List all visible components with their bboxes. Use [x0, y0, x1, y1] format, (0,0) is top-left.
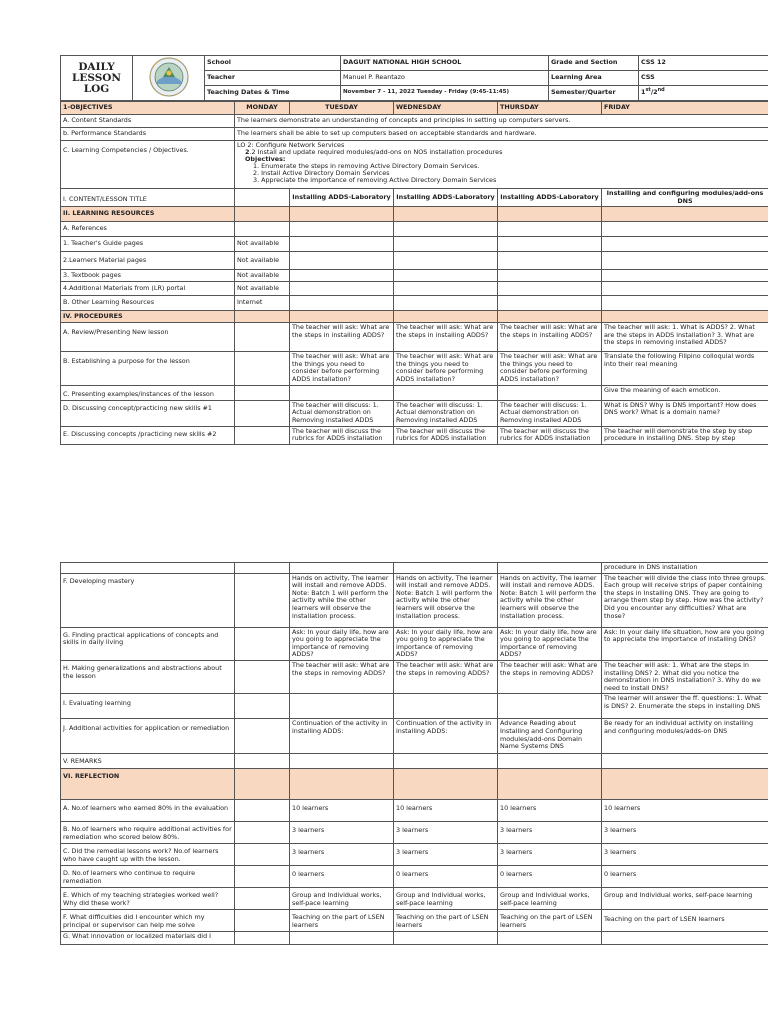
procedure-h-fri: The teacher will ask: 1. What are the steps in installing DNS? 2. What did you notice the demonstration in DNS installation? 3. Why do we need to install DNS? — [602, 660, 768, 693]
procedure-b-wed: The teacher will ask: What are the things you need to consider before performing ADDS installation? — [394, 352, 498, 386]
procedure-f-thu: Hands on activity, The learner will install and remove ADDS. Note: Batch 1 will perform the activity while the other learners will observe the installation process. — [498, 573, 602, 627]
references-label: A. References — [61, 222, 235, 237]
reflection-row-wed: 10 learners — [394, 800, 498, 822]
content-standards-label: A. Content Standards — [61, 115, 235, 128]
area-value: CSS — [639, 71, 768, 86]
semester-value: 1st/2nd — [639, 86, 768, 101]
reflection-heading: VI. REFLECTION — [61, 769, 235, 800]
reflection-row-fri: 0 learners — [602, 866, 768, 888]
reflection-row-thu — [498, 932, 602, 945]
teacher-value: Manuel P. Reantazo — [341, 71, 549, 86]
procedure-f-wed: Hands on activity, The learner will install and remove ADDS. Note: Batch 1 will perform the activity while the other learners will observe the installation process. — [394, 573, 498, 627]
procedure-d-label: D. Discussing concept/practicing new skills #1 — [61, 400, 235, 426]
procedure-j-label: J. Additional activities for application or remediation — [61, 719, 235, 754]
reflection-row-label: E. Which of my teaching strategies worked well? Why did these work? — [61, 888, 235, 910]
resource-row-label: 2.Learners Material pages — [61, 252, 235, 270]
procedure-e-thu: The teacher will discuss the rubrics for ADDS installation — [498, 426, 602, 444]
procedure-g-fri: Ask: In your daily life situation, how are you going to appreciate the importance of installing DNS? — [602, 627, 768, 660]
reflection-row-thu: Group and Individual works, self-pace learning — [498, 888, 602, 910]
procedure-a-wed: The teacher will ask: What are the steps in installing ADDS? — [394, 323, 498, 352]
procedure-j-wed: Continuation of the activity in installing ADDS: — [394, 719, 498, 754]
procedure-e-label: E. Discussing concepts /practicing new skills #2 — [61, 426, 235, 444]
reflection-row-wed: 3 learners — [394, 822, 498, 844]
content-title-thu: Installing ADDS-Laboratory — [498, 189, 602, 207]
lesson-table-page-1 — [60, 101, 768, 445]
reflection-row-tue: Teaching on the part of LSEN learners — [290, 910, 394, 932]
content-title-label: I. CONTENT/LESSON TITLE — [61, 189, 235, 207]
daily-lesson-log-title: DAILY LESSON LOG — [61, 56, 133, 101]
procedure-d-tue: The teacher will discuss: 1. Actual demonstration on Removing installed ADDS — [290, 400, 394, 426]
content-title-wed: Installing ADDS-Laboratory — [394, 189, 498, 207]
procedure-g-thu: Ask: In your daily life, how are you going to appreciate the importance of removing ADDS? — [498, 627, 602, 660]
reflection-row-tue: 3 learners — [290, 822, 394, 844]
procedure-e-tue: The teacher will discuss the rubrics for ADDS installation — [290, 426, 394, 444]
procedure-e-continuation: procedure in DNS installation — [602, 563, 768, 574]
reflection-row-tue: 3 learners — [290, 844, 394, 866]
resource-row-value: Not available — [235, 270, 290, 282]
reflection-row-wed: 0 learners — [394, 866, 498, 888]
reflection-row-wed: Group and Individual works, self-pace learning — [394, 888, 498, 910]
procedure-j-fri: Be ready for an individual activity on installing and configuring modules/adds-on DNS — [602, 719, 768, 754]
content-standards-text: The learners demonstrate an understanding of concepts and principles in setting up computers servers. — [235, 115, 768, 128]
procedure-d-wed: The teacher will discuss: 1. Actual demonstration on Removing installed ADDS — [394, 400, 498, 426]
reflection-row-fri: 10 learners — [602, 800, 768, 822]
grade-label: Grade and Section — [549, 56, 639, 71]
performance-standards-text: The learners shall be able to set up computers based on acceptable standards and hardware. — [235, 128, 768, 141]
day-friday: FRIDAY — [602, 102, 768, 115]
procedure-h-tue: The teacher will ask: What are the steps in removing ADDS? — [290, 660, 394, 693]
resource-row-label: 1. Teacher's Guide pages — [61, 237, 235, 252]
procedure-b-label: B. Establishing a purpose for the lesson — [61, 352, 235, 386]
procedure-h-label: H. Making generalizations and abstractions about the lesson — [61, 660, 235, 693]
teacher-label: Teacher — [205, 71, 341, 86]
resource-row-value: Not available — [235, 237, 290, 252]
reflection-row-thu: 10 learners — [498, 800, 602, 822]
content-title-fri: Installing and configuring modules/add-ons DNS — [602, 189, 768, 207]
procedure-f-tue: Hands on activity, The learner will install and remove ADDS. Note: Batch 1 will perform the activity while the other learners will observe the installation process. — [290, 573, 394, 627]
remarks-label: V. REMARKS — [61, 754, 235, 769]
performance-standards-label: b. Performance Standards — [61, 128, 235, 141]
resource-row-label: 4.Additional Materials from (LR) portal — [61, 282, 235, 296]
reflection-row-tue — [290, 932, 394, 945]
reflection-row-thu: Teaching on the part of LSEN learners — [498, 910, 602, 932]
procedure-a-fri: The teacher will ask: 1. What is ADDS? 2. What are the steps in ADDS installation? 3. What are the steps in removing installed ADDS? — [602, 323, 768, 352]
procedure-a-thu: The teacher will ask: What are the steps in installing ADDS? — [498, 323, 602, 352]
procedure-e-fri: The teacher will demonstrate the step by step procedure in installing DNS. Step by step — [602, 426, 768, 444]
procedure-g-label: G. Finding practical applications of concepts and skills in daily living — [61, 627, 235, 660]
competencies-text: LO 2: Configure Network Services 2.2 Install and update required modules/add-ons on NOS installation procedures Objectives: 1. Enumerate the steps in removing Active Directory Domain Services. 2. Install Active Directory Domain Services 3. Appreciate the importance of removing Active Directory Domain Services — [235, 141, 768, 189]
procedure-f-label: F. Developing mastery — [61, 573, 235, 627]
resource-row-value: Not available — [235, 282, 290, 296]
reflection-row-tue: 10 learners — [290, 800, 394, 822]
procedure-g-tue: Ask: In your daily life, how are you going to appreciate the importance of removing ADDS? — [290, 627, 394, 660]
procedure-i-label: I. Evaluating learning — [61, 694, 235, 719]
procedure-c-label: C. Presenting examples/instances of the lesson — [61, 386, 235, 401]
reflection-row-fri: 3 learners — [602, 844, 768, 866]
day-tuesday: TUESDAY — [290, 102, 394, 115]
resource-row-value: Not available — [235, 252, 290, 270]
reflection-row-label: C. Did the remedial lessons work? No.of learners who have caught up with the lesson. — [61, 844, 235, 866]
procedure-i-fri: The learner will answer the ff. questions: 1. What is DNS? 2. Enumerate the steps in installing DNS — [602, 694, 768, 719]
procedure-d-thu: The teacher will discuss: 1. Actual demonstration on Removing installed ADDS — [498, 400, 602, 426]
resource-row-label: B. Other Learning Resources — [61, 296, 235, 311]
reflection-row-thu: 3 learners — [498, 822, 602, 844]
header-table — [60, 55, 768, 101]
procedure-b-fri: Translate the following Filipino colloquial words into their real meaning — [602, 352, 768, 386]
procedure-g-wed: Ask: In your daily life, how are you going to appreciate the importance of removing ADDS? — [394, 627, 498, 660]
procedure-b-thu: The teacher will ask: What are the things you need to consider before performing ADDS installation? — [498, 352, 602, 386]
reflection-row-wed — [394, 932, 498, 945]
procedure-a-tue: The teacher will ask: What are the steps in installing ADDS? — [290, 323, 394, 352]
resource-row-label: 3. Textbook pages — [61, 270, 235, 282]
dates-value: November 7 - 11, 2022 Tuesday - Friday (9:45-11:45) — [341, 86, 549, 101]
school-label: School — [205, 56, 341, 71]
procedure-f-fri: The teacher will divide the class into three groups. Each group will receive strips of paper containing the steps in Installing DNS. They are going to arrange them step by step. How was the activity? Did you encounter any difficulties? What are those? — [602, 573, 768, 627]
reflection-row-label: D. No.of learners who continue to require remediation — [61, 866, 235, 888]
grade-value: CSS 12 — [639, 56, 768, 71]
reflection-row-fri: Teaching on the part of LSEN learners — [602, 910, 768, 932]
reflection-row-label: G. What innovation or localized materials did I — [61, 932, 235, 945]
procedure-e-wed: The teacher will discuss the rubrics for ADDS installation — [394, 426, 498, 444]
procedure-b-tue: The teacher will ask: What are the things you need to consider before performing ADDS installation? — [290, 352, 394, 386]
content-title-tue: Installing ADDS-Laboratory — [290, 189, 394, 207]
procedure-a-label: A. Review/Presenting New lesson — [61, 323, 235, 352]
semester-label: Semester/Quarter — [549, 86, 639, 101]
procedure-c-fri: Give the meaning of each emoticon. — [602, 386, 768, 401]
competencies-label: C. Learning Competencies / Objectives. — [61, 141, 235, 189]
dates-label: Teaching Dates & Time — [205, 86, 341, 101]
lesson-log-page-2 — [60, 562, 768, 945]
seal-icon — [149, 57, 189, 97]
reflection-row-fri — [602, 932, 768, 945]
area-label: Learning Area — [549, 71, 639, 86]
reflection-row-tue: 0 learners — [290, 866, 394, 888]
procedure-h-wed: The teacher will ask: What are the steps in removing ADDS? — [394, 660, 498, 693]
school-seal-logo — [133, 56, 205, 101]
day-wednesday: WEDNESDAY — [394, 102, 498, 115]
objectives-heading: 1-OBJECTIVES — [61, 102, 235, 115]
reflection-row-thu: 3 learners — [498, 844, 602, 866]
lesson-log-page-1 — [60, 55, 768, 445]
resource-row-value: Internet — [235, 296, 290, 311]
reflection-row-thu: 0 learners — [498, 866, 602, 888]
procedure-d-fri: What is DNS? Why is DNS important? How does DNS work? What is a domain name? — [602, 400, 768, 426]
learning-resources-heading: II. LEARNING RESOURCES — [61, 207, 235, 222]
lesson-table-page-2 — [60, 562, 768, 945]
school-value: DAGUIT NATIONAL HIGH SCHOOL — [341, 56, 549, 71]
reflection-row-label: A. No.of learners who earned 80% in the evaluation — [61, 800, 235, 822]
procedure-h-thu: The teacher will ask: What are the steps in removing ADDS? — [498, 660, 602, 693]
reflection-row-label: F. What difficulties did I encounter which my principal or supervisor can help me solve — [61, 910, 235, 932]
reflection-row-wed: Teaching on the part of LSEN learners — [394, 910, 498, 932]
day-thursday: THURSDAY — [498, 102, 602, 115]
reflection-row-fri: Group and Individual works, self-pace learning — [602, 888, 768, 910]
procedures-heading: IV. PROCEDURES — [61, 311, 235, 323]
procedure-j-tue: Continuation of the activity in installing ADDS: — [290, 719, 394, 754]
procedure-j-thu: Advance Reading about Installing and Configuring modules/add-ons Domain Name Systems DNS — [498, 719, 602, 754]
reflection-row-wed: 3 learners — [394, 844, 498, 866]
reflection-row-tue: Group and Individual works, self-pace learning — [290, 888, 394, 910]
day-monday: MONDAY — [235, 102, 290, 115]
reflection-row-label: B. No.of learners who require additional activities for remediation who scored below 80%. — [61, 822, 235, 844]
reflection-row-fri: 3 learners — [602, 822, 768, 844]
